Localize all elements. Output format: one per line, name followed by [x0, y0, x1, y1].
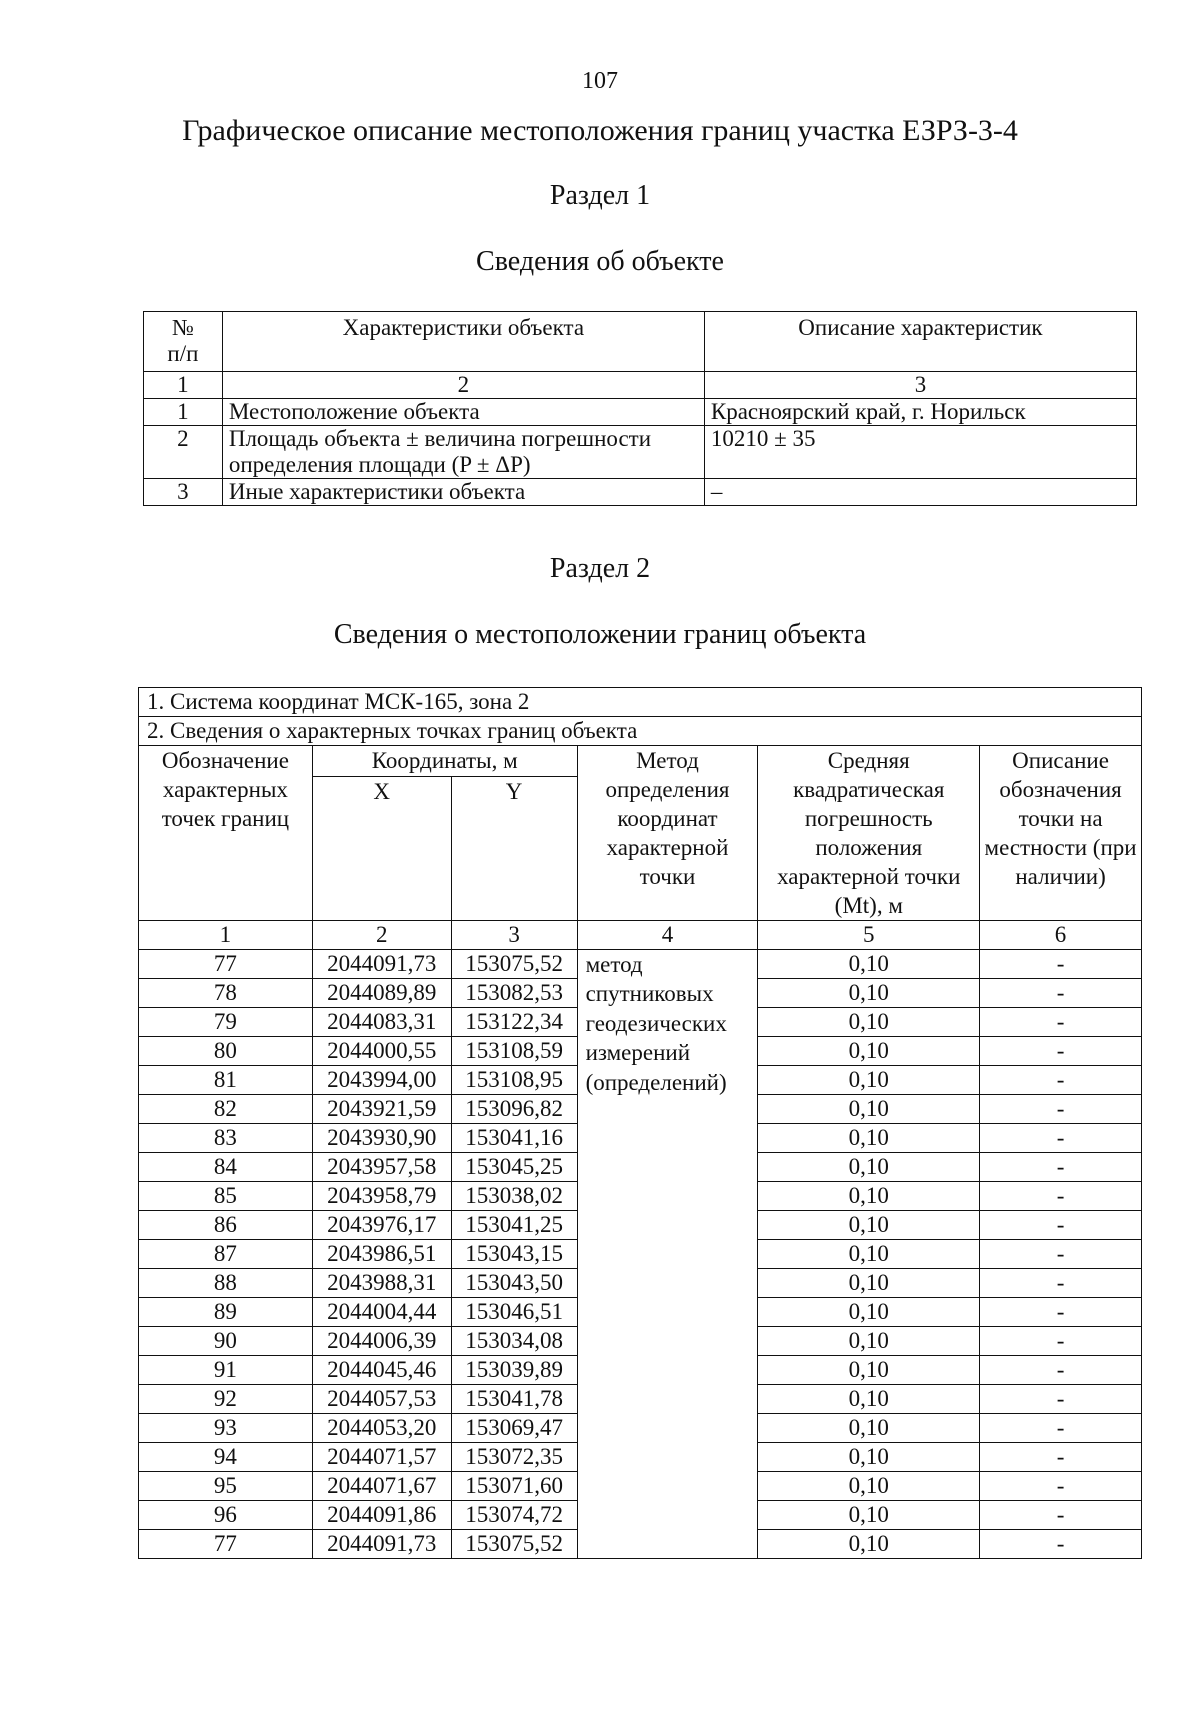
point-accuracy: 0,10 [758, 1211, 980, 1240]
point-id: 93 [139, 1414, 313, 1443]
col-number: 4 [577, 921, 758, 950]
point-y: 153069,47 [451, 1414, 577, 1443]
point-x: 2044091,73 [312, 1530, 451, 1559]
point-accuracy: 0,10 [758, 1414, 980, 1443]
point-x: 2044057,53 [312, 1385, 451, 1414]
point-accuracy: 0,10 [758, 1385, 980, 1414]
point-description: - [980, 1211, 1142, 1240]
points-title: 2. Сведения о характерных точках границ объекта [139, 717, 1142, 746]
point-description: - [980, 1356, 1142, 1385]
point-id: 94 [139, 1443, 313, 1472]
point-y: 153043,15 [451, 1240, 577, 1269]
point-y: 153041,78 [451, 1385, 577, 1414]
row-number: 1 [144, 399, 223, 426]
document-title: Графическое описание местоположения границ участка ЕЗРЗ-3-4 [182, 114, 1018, 147]
point-accuracy: 0,10 [758, 1037, 980, 1066]
point-id: 81 [139, 1066, 313, 1095]
point-id: 82 [139, 1095, 313, 1124]
section2-subheading: Сведения о местоположении границ объекта [333, 619, 867, 650]
point-x: 2043994,00 [312, 1066, 451, 1095]
col-number: 6 [980, 921, 1142, 950]
row-value: 10210 ± 35 [704, 426, 1136, 479]
point-description: - [980, 1182, 1142, 1211]
point-accuracy: 0,10 [758, 1153, 980, 1182]
header-coordinates: Координаты, м [312, 746, 577, 777]
table-row [139, 950, 1142, 979]
point-x: 2044053,20 [312, 1414, 451, 1443]
object-info-header-row [144, 312, 1137, 372]
point-x: 2044091,86 [312, 1501, 451, 1530]
point-accuracy: 0,10 [758, 1124, 980, 1153]
col-number: 1 [139, 921, 313, 950]
point-y: 153034,08 [451, 1327, 577, 1356]
point-x: 2044006,39 [312, 1327, 451, 1356]
point-accuracy: 0,10 [758, 1530, 980, 1559]
point-x: 2044000,55 [312, 1037, 451, 1066]
point-accuracy: 0,10 [758, 1327, 980, 1356]
point-x: 2043958,79 [312, 1182, 451, 1211]
point-x: 2044091,73 [312, 950, 451, 979]
point-y: 153038,02 [451, 1182, 577, 1211]
point-id: 80 [139, 1037, 313, 1066]
col-number: 3 [451, 921, 577, 950]
row-number: 3 [144, 479, 223, 506]
coordinate-system: 1. Система координат МСК-165, зона 2 [139, 688, 1142, 717]
point-description: - [980, 1414, 1142, 1443]
point-x: 2043988,31 [312, 1269, 451, 1298]
point-description: - [980, 1443, 1142, 1472]
point-y: 153075,52 [451, 1530, 577, 1559]
point-id: 96 [139, 1501, 313, 1530]
point-description: - [980, 1298, 1142, 1327]
point-id: 85 [139, 1182, 313, 1211]
col-number: 1 [144, 372, 223, 399]
point-description: - [980, 950, 1142, 979]
point-description: - [980, 1037, 1142, 1066]
point-x: 2044089,89 [312, 979, 451, 1008]
col-number: 3 [704, 372, 1136, 399]
point-description: - [980, 1385, 1142, 1414]
point-y: 153122,34 [451, 1008, 577, 1037]
point-accuracy: 0,10 [758, 1501, 980, 1530]
point-id: 95 [139, 1472, 313, 1501]
object-info-row [144, 479, 1137, 506]
point-id: 84 [139, 1153, 313, 1182]
object-info-table [143, 311, 1137, 506]
point-description: - [980, 1240, 1142, 1269]
method-cell: метод спутниковых геодезических измерений (определений) [577, 950, 758, 1559]
point-id: 89 [139, 1298, 313, 1327]
header-characteristic: Характеристики объекта [222, 312, 704, 372]
point-y: 153041,25 [451, 1211, 577, 1240]
point-x: 2044071,67 [312, 1472, 451, 1501]
points-colnum-row [139, 921, 1142, 950]
point-id: 88 [139, 1269, 313, 1298]
section1-subheading: Сведения об объекте [476, 246, 724, 277]
col-number: 2 [222, 372, 704, 399]
point-id: 92 [139, 1385, 313, 1414]
points-header-row [139, 746, 1142, 777]
point-accuracy: 0,10 [758, 1298, 980, 1327]
row-characteristic: Площадь объекта ± величина погрешности определения площади (P ± ΔP) [222, 426, 704, 479]
row-characteristic: Иные характеристики объекта [222, 479, 704, 506]
point-y: 153075,52 [451, 950, 577, 979]
point-accuracy: 0,10 [758, 1240, 980, 1269]
row-value: Красноярский край, г. Норильск [704, 399, 1136, 426]
point-accuracy: 0,10 [758, 1008, 980, 1037]
point-x: 2043976,17 [312, 1211, 451, 1240]
row-number: 2 [144, 426, 223, 479]
point-description: - [980, 1327, 1142, 1356]
row-value: – [704, 479, 1136, 506]
point-accuracy: 0,10 [758, 1095, 980, 1124]
point-y: 153108,95 [451, 1066, 577, 1095]
section2-heading: Раздел 2 [549, 553, 651, 584]
header-number: № п/п [144, 312, 223, 372]
col-number: 5 [758, 921, 980, 950]
point-accuracy: 0,10 [758, 979, 980, 1008]
header-y: Y [451, 776, 577, 920]
point-y: 153041,16 [451, 1124, 577, 1153]
point-description: - [980, 1095, 1142, 1124]
point-id: 77 [139, 1530, 313, 1559]
point-accuracy: 0,10 [758, 1182, 980, 1211]
point-y: 153072,35 [451, 1443, 577, 1472]
header-accuracy: Средняя квадратическая погрешность положения характерной точки (Mt), м [758, 746, 980, 921]
point-y: 153039,89 [451, 1356, 577, 1385]
point-x: 2043957,58 [312, 1153, 451, 1182]
point-x: 2043986,51 [312, 1240, 451, 1269]
point-description: - [980, 1153, 1142, 1182]
point-y: 153096,82 [451, 1095, 577, 1124]
point-description: - [980, 1472, 1142, 1501]
point-description: - [980, 1501, 1142, 1530]
point-id: 83 [139, 1124, 313, 1153]
point-accuracy: 0,10 [758, 950, 980, 979]
point-id: 77 [139, 950, 313, 979]
point-description: - [980, 1269, 1142, 1298]
row-characteristic: Местоположение объекта [222, 399, 704, 426]
boundary-points-table [138, 687, 1142, 1559]
header-x: X [312, 776, 451, 920]
point-accuracy: 0,10 [758, 1472, 980, 1501]
point-description: - [980, 979, 1142, 1008]
point-id: 87 [139, 1240, 313, 1269]
point-y: 153082,53 [451, 979, 577, 1008]
header-designation: Обозначение характерных точек границ [139, 746, 313, 921]
header-point-description: Описание обозначения точки на местности (при наличии) [980, 746, 1142, 921]
point-y: 153108,59 [451, 1037, 577, 1066]
object-info-row [144, 426, 1137, 479]
point-x: 2043921,59 [312, 1095, 451, 1124]
points-title-row [139, 717, 1142, 746]
point-accuracy: 0,10 [758, 1269, 980, 1298]
point-id: 90 [139, 1327, 313, 1356]
point-y: 153046,51 [451, 1298, 577, 1327]
header-method: Метод определения координат характерной точки [577, 746, 758, 921]
point-y: 153074,72 [451, 1501, 577, 1530]
point-description: - [980, 1066, 1142, 1095]
point-id: 86 [139, 1211, 313, 1240]
point-y: 153045,25 [451, 1153, 577, 1182]
object-info-row [144, 399, 1137, 426]
point-description: - [980, 1124, 1142, 1153]
point-id: 78 [139, 979, 313, 1008]
point-x: 2044071,57 [312, 1443, 451, 1472]
col-number: 2 [312, 921, 451, 950]
point-id: 91 [139, 1356, 313, 1385]
point-x: 2044004,44 [312, 1298, 451, 1327]
page-number: 107 [582, 68, 618, 94]
coordinate-system-row [139, 688, 1142, 717]
point-id: 79 [139, 1008, 313, 1037]
point-x: 2044083,31 [312, 1008, 451, 1037]
point-accuracy: 0,10 [758, 1443, 980, 1472]
point-description: - [980, 1530, 1142, 1559]
point-y: 153043,50 [451, 1269, 577, 1298]
point-x: 2043930,90 [312, 1124, 451, 1153]
point-accuracy: 0,10 [758, 1066, 980, 1095]
points-body [139, 950, 1142, 1559]
section1-heading: Раздел 1 [549, 180, 651, 211]
object-info-colnum-row [144, 372, 1137, 399]
header-description: Описание характеристик [704, 312, 1136, 372]
point-y: 153071,60 [451, 1472, 577, 1501]
point-description: - [980, 1008, 1142, 1037]
point-accuracy: 0,10 [758, 1356, 980, 1385]
point-x: 2044045,46 [312, 1356, 451, 1385]
